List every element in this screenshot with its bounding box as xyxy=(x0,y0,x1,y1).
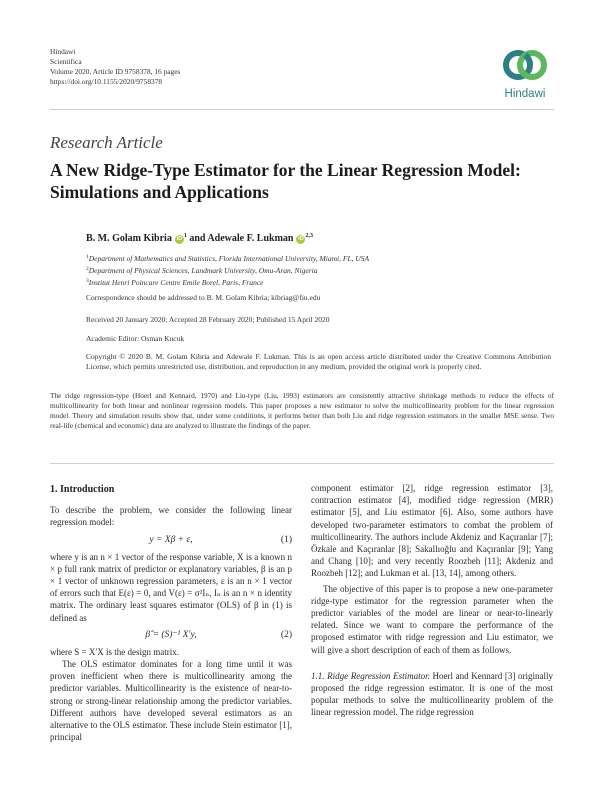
paragraph: Hoerl and Kennard [3] originally proposed the ridge regression estimator. It is one of the most popular methods to solve the multicollinearity problem of the linear regression model. The ridge regression xyxy=(311,670,553,718)
paragraph: The OLS estimator dominates for a long time until it was proven inefficient when there is multicollinearity among the predictor variables. Multicollinearity is the existence of near-to-strong or strong-linear relationship among the predictor variables. Different authors have developed several estimators as an alternative to the OLS estimator. These include Stein estimator [1], principal xyxy=(50,659,292,743)
copyright-notice: Copyright © 2020 B. M. Golam Kibria and Adewale F. Lukman. This is an open access article distributed under the Creative Commons Attribution License, which permits unrestricted use, distribution, and reproduction in any medium, provided the original work is properly cited. xyxy=(86,352,551,371)
right-column xyxy=(311,482,553,719)
author-line xyxy=(86,233,313,244)
publisher-name: Hindawi xyxy=(50,47,76,56)
author-2-affiliation: 2,3 xyxy=(305,233,313,239)
author-conjunction: and xyxy=(189,233,206,244)
paragraph: where y is an n × 1 vector of the response variable, X is a known n × p full rank matrix of predictor or explanatory variables, β is an p × 1 vector of unknown regression parameters, ε is an n × 1 vector of errors such that E(ε) = 0, and V(ε) = σ²Iₙ, Iₙ is an n × n identity matrix. The ordinary least squares estimator (OLS) of β in (1) is defined as xyxy=(50,551,292,623)
article-type: Research Article xyxy=(50,133,163,152)
equation-number: (2) xyxy=(280,629,292,640)
abstract-divider xyxy=(50,463,554,464)
logo-text: Hindawi xyxy=(504,88,546,100)
author-2[interactable]: Adewale F. Lukman xyxy=(207,233,294,244)
abstract: The ridge regression-type (Hoerl and Kennard, 1970) and Liu-type (Liu, 1993) estimators are consistently attractive shrinkage methods to reduce the effects of multicollinearity for both linear and nonlinear regression models. This paper proposes a new estimator to solve the multicollinearity problem for the linear regression model. Theory and simulation results show that, under some conditions, it performs better than both Liu and ridge regression estimators in the smaller MSE sense. Two real-life (chemical and economic) data are analyzed to illustrate the findings of the paper. xyxy=(50,391,554,430)
affiliation-item: $^2$Department of Physical Sciences, Landmark University, Omu-Aran, Nigeria xyxy=(86,266,318,275)
paragraph: where S = X′X is the design matrix. xyxy=(50,646,180,657)
journal-name: Scientifica xyxy=(50,57,82,66)
equation-formula: β̂ = (S)⁻¹ X′y, xyxy=(145,629,197,640)
left-column xyxy=(50,484,292,743)
equation-1 xyxy=(50,529,292,551)
article-title: A New Ridge-Type Estimator for the Linear Regression Model: Simulations and Applications xyxy=(50,160,521,202)
academic-editor: Academic Editor: Osman Kucuk xyxy=(86,334,185,343)
affiliations xyxy=(86,252,551,288)
correspondence[interactable]: Correspondence should be addressed to B. M. Golam Kibria; kibriag@fiu.edu xyxy=(86,293,321,302)
paragraph: The objective of this paper is to propose a new one-parameter ridge-type estimator for the regression parameter when the predictor variables of the model are linear or near-to-linearly related. Since we want to compare the performance of the proposed estimator with ridge regression and Liu estimator, we will give a short description of each of them as follows. xyxy=(311,583,553,655)
author-1-affiliation: 1 xyxy=(183,233,187,239)
affiliation-item: $^1$Department of Mathematics and Statistics, Florida International University, Miami, FL, USA xyxy=(86,254,370,263)
equation-number: (1) xyxy=(280,534,292,545)
publication-dates: Received 20 January 2020; Accepted 28 February 2020; Published 15 April 2020 xyxy=(86,315,330,324)
hindawi-logo-icon xyxy=(500,45,550,85)
orcid-icon[interactable]: iD xyxy=(298,236,304,242)
equation-formula: y = Xβ + ε, xyxy=(149,534,193,545)
subsection-paragraph xyxy=(311,670,553,719)
subsection-heading: 1.1. Ridge Regression Estimator. xyxy=(311,670,430,681)
paragraph: component estimator [2], ridge regression estimator [3], contraction estimator [4], modified ridge regression (MRR) estimator [5], and Liu estimator [6]. Also, some authors have developed two-parameter estimators to combat the problem of multicollinearity. The authors include Akdeniz and Kaçıranlar [7]; Özkale and Kaçıranlar [8]; Sakallıoğlu and Kaçıranlar [9]; Yang and Chang [10]; and very recently Roozbeh [11]; Akdeniz and Roozbeh [12]; and Lukman et al. [13, 14], among others. xyxy=(311,483,553,579)
paragraph: To describe the problem, we consider the following linear regression model: xyxy=(50,505,292,528)
volume-info: Volume 2020, Article ID 9758378, 16 pages xyxy=(50,67,181,76)
header-divider xyxy=(50,109,554,110)
orcid-icon[interactable]: iD xyxy=(176,236,183,242)
affiliation-item: $^3$Institut Henri Poincare Centre Emile Borel, Paris, France xyxy=(86,278,264,287)
section-heading: 1. Introduction xyxy=(50,484,115,495)
journal-header xyxy=(50,47,180,87)
equation-2 xyxy=(50,624,292,646)
author-1[interactable]: B. M. Golam Kibria xyxy=(86,233,172,244)
doi-link[interactable]: https://doi.org/10.1155/2020/9758378 xyxy=(50,77,163,86)
hindawi-logo xyxy=(496,45,554,103)
